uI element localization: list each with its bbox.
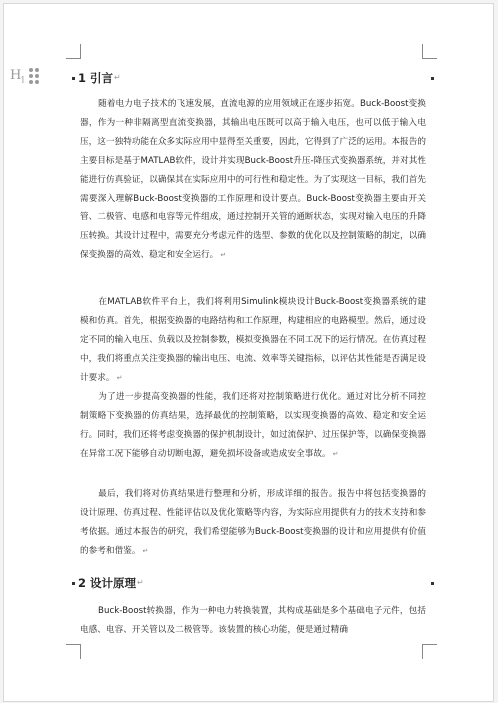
paragraph-1[interactable]: 随着电力电子技术的飞速发展，直流电源的应用领域正在逐步拓宽。Buck-Boost变换器，作为一种非隔离型直流变换器，其输出电压既可以高于输入电压，也可以低于输入电压，这一独特功能在众多实际应用中显得至关重要，因此，它得到了广泛的运用。本报告的主要目标是基于MATLAB软件，设计并实现Buck-Boost升压-降压式变换器系统，并对其性能进行仿真验证，以确保其在实际应用中的可行性和稳定性。为了实现这一目标，我们首先需要深入理解Buck-Boost变换器的工作原理和设计要点。Buck-Boost变换器主要由开关管、二极管、电感和电容等元件组成，通过控制开关管的通断状态，实现对输入电压的升降压转换。其设计过程中，需要充分考虑元件的选型、参数的优化以及控制策略的制定，以确保变换器的高效、稳定和安全运行。 ↵	[80, 99, 426, 261]
heading-design-principle[interactable]	[72, 575, 434, 591]
heading-bullet-icon	[72, 77, 75, 80]
paragraph-5[interactable]: Buck-Boost转换器，作为一种电力转换装置，其构成基础是多个基础电子元件，包括电感、电容、开关管以及二极管等。该装置的核心功能，便是通过精确	[80, 606, 426, 635]
crop-mark-bottom-right	[422, 644, 437, 659]
heading-right-marker	[431, 77, 434, 80]
paragraph-4[interactable]: 最后，我们将对仿真结果进行整理和分析，形成详细的报告。报告中将包括变换器的设计原理、仿真过程、性能评估以及优化策略等内容，为实际应用提供有力的技术支持和参考依据。通过本报告的研究，我们希望能够为Buck-Boost变换器的设计和应用提供有价值的参考和借鉴。 ↵	[80, 489, 426, 556]
drag-handle-icon[interactable]	[29, 68, 39, 84]
heading-title: 引言	[90, 71, 114, 85]
paragraph-3[interactable]: 为了进一步提高变换器的性能，我们还将对控制策略进行优化。通过对比分析不同控制策略下变换器的仿真结果，选择最优的控制策略，以实现变换器的高效、稳定和安全运行。同时，我们还将考虑变换器的保护机制设计，如过流保护、过压保护等，以确保变换器在异常工况下能够自动切断电源，避免损坏设备或造成安全事故。 ↵	[80, 392, 426, 459]
paragraph-mark-icon: ↵	[137, 578, 144, 587]
paragraph-2[interactable]: 在MATLAB软件平台上，我们将利用Simulink模块设计Buck-Boost变换器系统的建模和仿真。首先，根据变换器的电路结构和工作原理，构建相应的电路模型。然后，通过设定不同的输入电压、负载以及控制参数，模拟变换器在不同工况下的运行情况。在仿真过程中，我们将重点关注变换器的输出电压、电流、效率等关键指标，以评估其性能是否满足设计要求。 ↵	[80, 297, 426, 383]
heading-number: 1	[78, 71, 87, 85]
heading-level-icon[interactable]: $H_1$	[10, 68, 25, 85]
document-page	[3, 3, 494, 702]
heading-gutter-tools	[10, 68, 39, 85]
paragraph-mark-icon: ↵	[114, 73, 121, 82]
crop-mark-top-left	[66, 44, 81, 59]
heading-introduction[interactable]	[72, 70, 434, 86]
heading-title: 设计原理	[90, 576, 137, 590]
crop-mark-bottom-left	[66, 644, 81, 659]
heading-right-marker	[431, 582, 434, 585]
crop-mark-top-right	[422, 44, 437, 59]
heading-number: 2	[78, 576, 87, 590]
heading-bullet-icon	[72, 582, 75, 585]
